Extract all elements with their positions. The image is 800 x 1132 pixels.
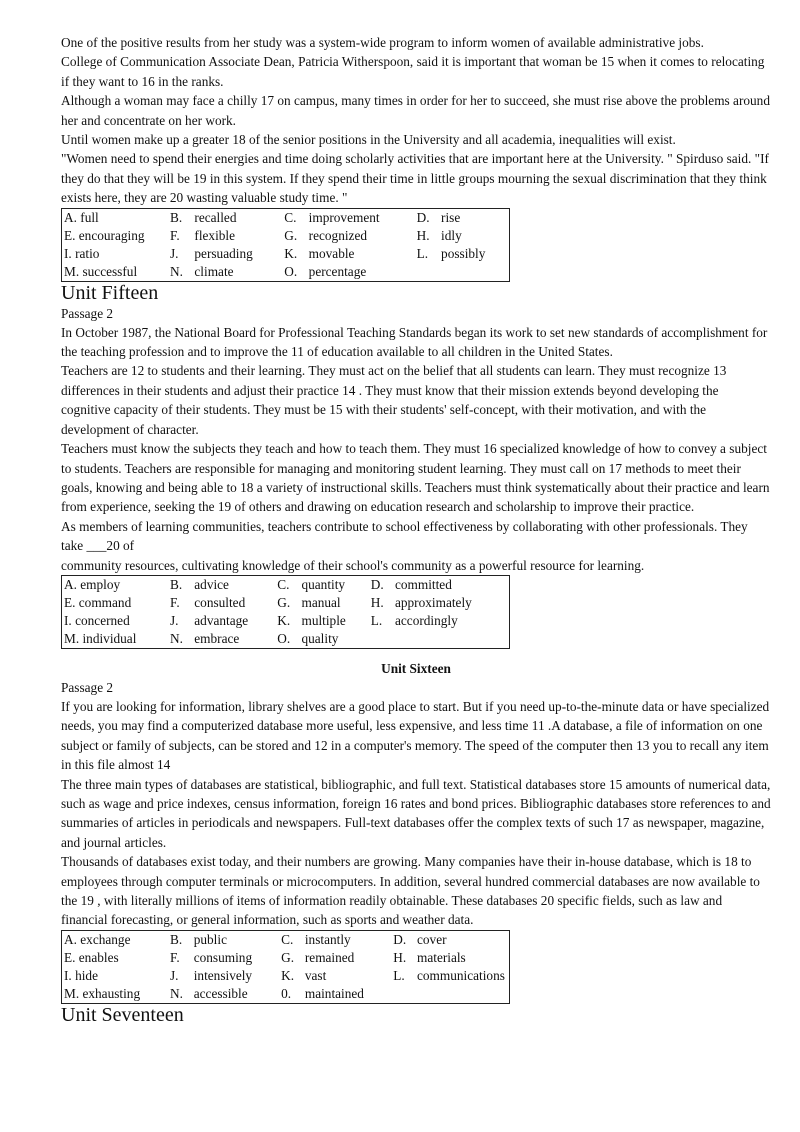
options-row <box>62 985 510 1004</box>
option-word: maintained <box>304 985 364 1001</box>
option-letter: N. <box>170 985 183 1001</box>
u14-paragraph-1: One of the positive results from her study was a system-wide program to inform women of available administrative jobs. <box>61 35 704 50</box>
spacer <box>61 649 771 659</box>
option-letter: B. <box>170 576 183 592</box>
option-word: approximately <box>394 594 472 610</box>
option-word <box>415 985 510 1004</box>
option-letter: G. <box>277 594 291 610</box>
option-word: instantly <box>304 931 351 947</box>
options-row <box>62 930 510 949</box>
options-row <box>62 263 510 282</box>
option-cell: I. concerned <box>64 612 130 628</box>
option-letter: O. <box>277 630 291 646</box>
option-word: vast <box>304 967 327 983</box>
option-letter: J. <box>170 245 179 261</box>
option-letter: D. <box>370 576 384 592</box>
unit-fifteen-title: Unit Fifteen <box>61 281 159 304</box>
option-letter <box>391 985 415 1004</box>
u16-options-table <box>61 930 510 1004</box>
option-word: intensively <box>193 967 253 983</box>
u16-paragraph-3: Thousands of databases exist today, and their numbers are growing. Many companies have their in-house database, which is 18 to employees through computer terminals or microcomputers. In addition, several hundred commercial databases are now available to the 19 , with literally millions of items of information readily obtainable. These databases 20 specific fields, such as law and financial forecasting, or general information, such as sports and weather data. <box>61 854 760 928</box>
option-word: advice <box>194 576 229 592</box>
u16-paragraph-2: The three main types of databases are statistical, bibliographic, and full text. Statistical databases store 15 amounts of numerical data, such as wage and price indexes, census information, foreign 16 rates and bond prices. Bibliographic databases store references to and summaries of articles in periodicals and newspapers. Full-text databases offer the complex texts of such 17 as newspaper, magazine, and journal articles. <box>61 776 771 850</box>
option-cell: E. command <box>64 594 132 610</box>
options-row <box>62 208 510 227</box>
option-letter: K. <box>281 967 295 983</box>
options-row <box>62 575 510 594</box>
option-letter: D. <box>416 209 430 225</box>
option-word: multiple <box>301 612 346 628</box>
u16-paragraph-1: If you are looking for information, library shelves are a good place to start. But if you need up-to-the-minute data or have specialized needs, you may find a computerized database more useful, less expensive, and less time 11 .A database, a file of information on one subject or family of subjects, can be stored and 12 in a computer's memory. The speed of the computer then 13 you to recall any item in this file almost 14 <box>61 698 770 773</box>
option-word: recalled <box>194 209 237 225</box>
option-letter: 0. <box>281 985 292 1001</box>
u14-paragraph-4: Until women make up a greater 18 of the senior positions in the University and all academia, inequalities will exist. <box>61 132 676 148</box>
option-cell: A. exchange <box>64 931 131 947</box>
options-row <box>62 227 510 245</box>
option-word: remained <box>304 949 355 965</box>
option-letter: G. <box>281 949 295 965</box>
u14-paragraph-5: "Women need to spend their energies and time doing scholarly activities that are important here at the University. " Spirduso said. "If they do that they will be 19 in this system. If they spend their time in little groups mourning the sexual discrimination that they think exists here, they are 20 wasting valuable study time. " <box>61 151 769 206</box>
option-word: quality <box>301 630 339 646</box>
option-letter: D. <box>393 931 407 947</box>
option-word: climate <box>194 263 234 279</box>
option-letter: J. <box>170 967 179 983</box>
option-letter: B. <box>170 931 183 947</box>
option-word: improvement <box>308 209 380 225</box>
option-letter: B. <box>170 209 183 225</box>
option-word: movable <box>308 245 355 261</box>
u15-options-table <box>61 575 510 649</box>
option-letter: L. <box>370 612 383 628</box>
u15-paragraph-3: Teachers must know the subjects they teach and how to teach them. They must 16 specialized knowledge of how to convey a subject to students. Teachers are responsible for managing and monitoring student learning. They must call on 17 methods to meet their goals, knowing and being able to 18 a variety of instructional skills. Teachers must think systematically about their practice and learn from experience, seeking the 19 of others and drawing on education research and scholarship to improve their practice. <box>61 441 770 515</box>
option-word: cover <box>417 931 447 947</box>
options-row <box>62 949 510 967</box>
option-letter: F. <box>170 227 180 243</box>
unit-sixteen-title: Unit Sixteen <box>381 660 451 676</box>
option-letter: J. <box>170 612 179 628</box>
option-letter: C. <box>284 209 297 225</box>
option-letter <box>369 630 393 649</box>
option-letter: C. <box>281 931 294 947</box>
option-word: consuming <box>193 949 253 965</box>
option-word: persuading <box>194 245 253 261</box>
option-cell: M. individual <box>64 630 137 646</box>
options-row <box>62 594 510 612</box>
option-word: public <box>193 931 227 947</box>
u15-passage-label: Passage 2 <box>61 305 114 321</box>
option-letter: G. <box>284 227 298 243</box>
option-word: percentage <box>308 263 367 279</box>
document-page <box>61 33 771 1026</box>
option-word: rise <box>441 209 461 225</box>
option-word: materials <box>417 949 466 965</box>
option-letter: L. <box>393 967 405 983</box>
option-cell: M. successful <box>64 263 138 279</box>
option-letter: F. <box>170 594 180 610</box>
u14-paragraph-3: Although a woman may face a chilly 17 on campus, many times in order for her to succeed, she must rise above the problems around her and concentrate on her work. <box>61 93 770 128</box>
option-word: idly <box>441 227 462 243</box>
option-letter: C. <box>277 576 290 592</box>
option-word: communications <box>417 967 505 983</box>
option-cell: E. enables <box>64 949 119 965</box>
option-letter: N. <box>170 263 183 279</box>
option-word: accordingly <box>394 612 458 628</box>
option-cell: A. full <box>64 209 99 225</box>
option-letter: L. <box>416 245 429 261</box>
option-letter <box>415 263 439 282</box>
u15-paragraph-4: As members of learning communities, teachers contribute to school effectiveness by collaborating with other professionals. They take ___20 of <box>61 518 748 554</box>
option-cell: I. hide <box>64 967 98 983</box>
option-cell: I. ratio <box>64 245 100 261</box>
u15-paragraph-2: Teachers are 12 to students and their learning. They must act on the belief that all students can learn. They must recognize 13 differences in their students and adjust their practice 14 . They must know that their mission extends beyond developing the cognitive capacity of their students. They must be 15 with their students' self-concept, with their motivation, and with the development of character. <box>61 363 727 437</box>
options-row <box>62 630 510 649</box>
option-word: recognized <box>308 227 367 243</box>
option-word: quantity <box>301 576 346 592</box>
option-letter: H. <box>370 594 384 610</box>
u15-paragraph-1: In October 1987, the National Board for Professional Teaching Standards began its work to set new standards of accomplishment for the teaching profession and to improve the 11 of education available to all children in the United States. <box>61 324 768 360</box>
option-cell: A. employ <box>64 576 121 592</box>
option-word: flexible <box>194 227 236 243</box>
option-letter: O. <box>284 263 298 279</box>
option-cell: M. exhausting <box>64 985 141 1001</box>
option-word: advantage <box>194 612 249 628</box>
options-row <box>62 245 510 263</box>
option-letter: H. <box>416 227 430 243</box>
option-word <box>439 263 509 282</box>
options-row <box>62 612 510 630</box>
option-word: accessible <box>193 985 248 1001</box>
option-word: consulted <box>194 594 246 610</box>
option-letter: K. <box>284 245 298 261</box>
unit-seventeen-title: Unit Seventeen <box>61 1003 184 1026</box>
u16-passage-label: Passage 2 <box>61 679 114 695</box>
u14-options-table <box>61 208 510 282</box>
options-row <box>62 967 510 985</box>
u15-paragraph-5: community resources, cultivating knowledge of their school's community as a powerful resource for learning. <box>61 557 645 573</box>
option-word: embrace <box>194 630 240 646</box>
option-cell: E. encouraging <box>64 227 145 243</box>
option-word: possibly <box>441 245 486 261</box>
option-word: manual <box>301 594 341 610</box>
option-letter: K. <box>277 612 291 628</box>
u14-paragraph-2: College of Communication Associate Dean, Patricia Witherspoon, said it is important that woman be 15 when it comes to relocating if they want to 16 in the ranks. <box>61 54 765 89</box>
option-letter: N. <box>170 630 183 646</box>
option-letter: F. <box>170 949 180 965</box>
option-word <box>393 630 510 649</box>
option-word: committed <box>394 576 452 592</box>
option-letter: H. <box>393 949 407 965</box>
